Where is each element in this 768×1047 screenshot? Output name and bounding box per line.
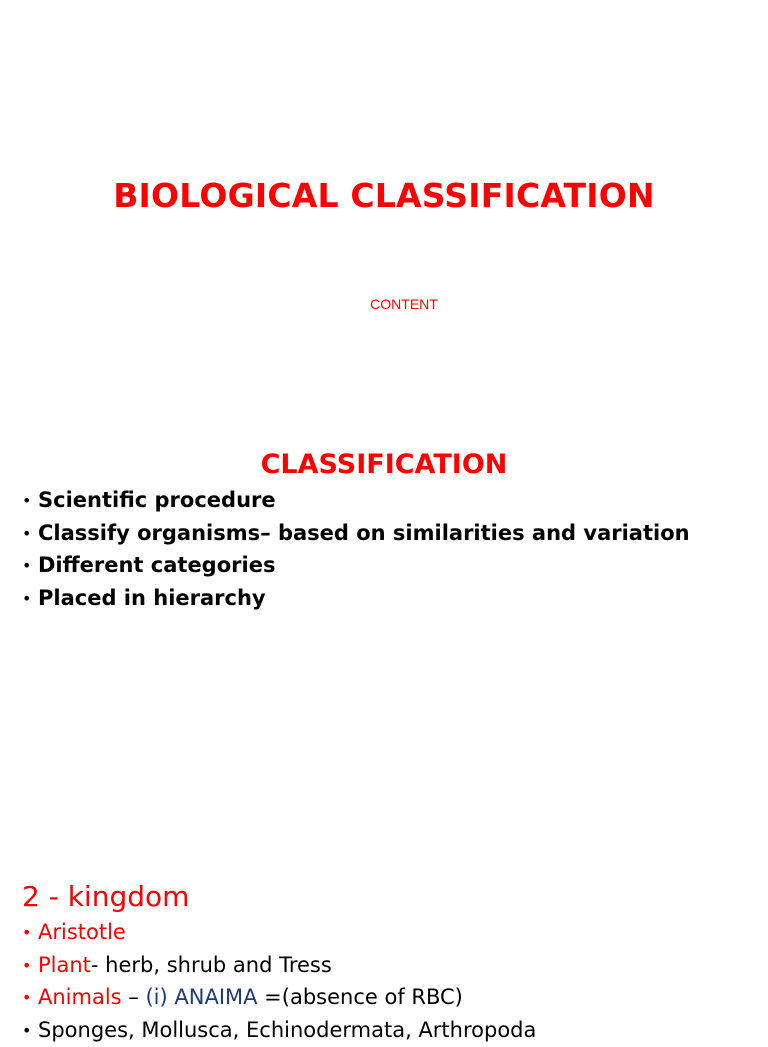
bullet-text: Classify organisms– based on similarities and variation	[38, 521, 690, 545]
bullet-text: Scientific procedure	[38, 488, 276, 512]
bullet-icon: •	[22, 518, 31, 551]
kingdom-heading: 2 - kingdom	[22, 880, 189, 913]
list-item	[22, 549, 690, 582]
plant-description: - herb, shrub and Tress	[91, 953, 332, 977]
slide-title-heading: BIOLOGICAL CLASSIFICATION	[0, 176, 768, 215]
list-item	[22, 484, 690, 517]
partial-line-text: Sponges, Mollusca, Echinodermata, Arthropoda	[38, 1018, 536, 1042]
bullet-text: Placed in hierarchy	[38, 586, 266, 610]
bullet-icon: •	[22, 917, 31, 950]
bullet-icon: •	[22, 982, 31, 1015]
bullet-icon: •	[22, 583, 31, 616]
anaima-label: (i) ANAIMA	[145, 985, 257, 1009]
classification-heading: CLASSIFICATION	[0, 449, 768, 480]
list-item	[22, 981, 536, 1014]
animals-dash: –	[122, 985, 146, 1009]
list-item	[22, 916, 536, 949]
list-item	[22, 517, 690, 550]
aristotle-text: Aristotle	[38, 920, 126, 944]
kingdom-bullet-list	[22, 916, 536, 1046]
slide-subtitle: CONTENT	[40, 296, 768, 312]
animals-label: Animals	[38, 985, 122, 1009]
list-item	[22, 949, 536, 982]
list-item	[22, 582, 690, 615]
bullet-icon: •	[22, 550, 31, 583]
list-item	[22, 1014, 536, 1047]
bullet-icon: •	[22, 1015, 31, 1047]
bullet-icon: •	[22, 950, 31, 983]
bullet-icon: •	[22, 485, 31, 518]
classification-bullet-list	[22, 484, 690, 614]
anaima-description: =(absence of RBC)	[258, 985, 463, 1009]
plant-label: Plant	[38, 953, 91, 977]
bullet-text: Different categories	[38, 553, 275, 577]
